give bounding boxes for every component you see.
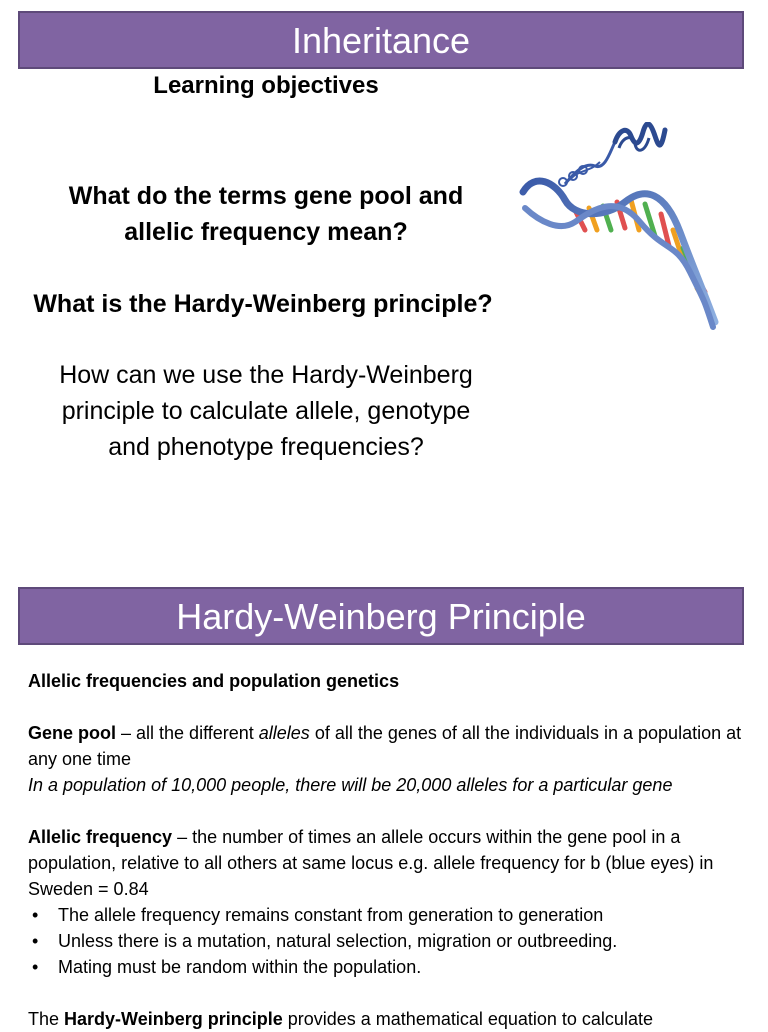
objective-question-3-line1: How can we use the Hardy-Weinberg — [59, 361, 473, 389]
gene-pool-def-part2: of all the genes of all the individuals in a population at any one time — [28, 723, 742, 769]
conditions-list — [28, 902, 744, 980]
objective-question-1-line2: allelic frequency mean? — [124, 218, 408, 246]
objective-question-3 — [0, 357, 532, 465]
objective-question-3-line3: and phenotype frequencies? — [108, 433, 424, 461]
list-item: • The allele frequency remains constant from generation to generation — [28, 902, 744, 928]
dna-helix-icon — [515, 122, 725, 332]
gene-pool-definition — [28, 720, 744, 772]
gene-pool-example: In a population of 10,000 people, there will be 20,000 alleles for a particular gene — [28, 775, 673, 795]
slide1-title: Inheritance — [291, 20, 471, 61]
gene-pool-term: Gene pool — [28, 723, 117, 743]
allelic-frequency-term: Allelic frequency — [28, 827, 173, 847]
list-item: • Unless there is a mutation, natural selection, migration or outbreeding. — [28, 928, 744, 954]
hardy-weinberg-intro — [28, 1006, 744, 1032]
learning-objectives-heading: Learning objectives — [153, 72, 379, 99]
intro-part2: provides a mathematical equation to calculate — [282, 1009, 653, 1029]
allelic-frequency-def: – the number of times an allele occurs within the gene pool in a population, relative to all others at same locus e.g. allele frequency for b (blue eyes) in Sweden = 0.84 — [28, 827, 714, 899]
slide2-body — [28, 668, 744, 1032]
objective-question-1-line1: What do the terms gene pool and — [68, 182, 464, 210]
gene-pool-def-emphasis: alleles — [258, 723, 310, 743]
objective-question-1 — [0, 178, 532, 250]
intro-part1: The — [28, 1009, 65, 1029]
slide2-title-banner — [18, 587, 744, 645]
slide2-title: Hardy-Weinberg Principle — [176, 596, 586, 637]
hardy-weinberg-term: Hardy-Weinberg principle — [64, 1009, 283, 1029]
objective-question-3-line2: principle to calculate allele, genotype — [61, 397, 471, 425]
list-item: • Mating must be random within the population. — [28, 954, 744, 980]
gene-pool-def-part1: – all the different — [116, 723, 259, 743]
section-heading: Allelic frequencies and population genetics — [28, 671, 400, 691]
slide1-title-banner — [18, 11, 744, 69]
objective-question-2: What is the Hardy-Weinberg principle? — [33, 290, 493, 318]
allelic-frequency-definition — [28, 824, 744, 902]
